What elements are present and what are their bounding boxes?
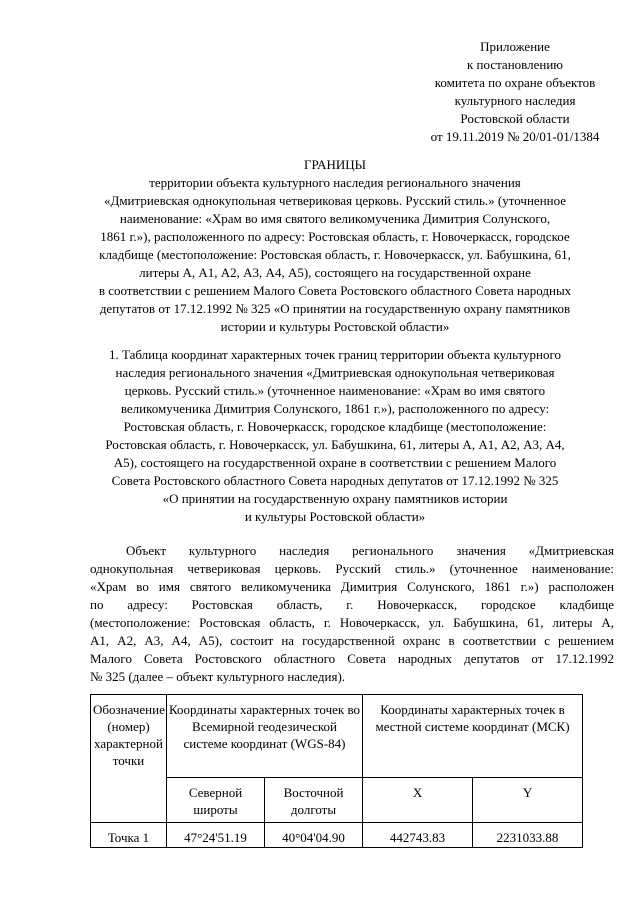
section-heading-line: Ростовская область, г. Новочеркасск, городское кладбище (местоположение: xyxy=(123,419,547,434)
appendix-line: к постановлению xyxy=(466,57,564,72)
section-heading-line: Совета Ростовского областного Совета народных депутатов от 17.12.1992 № 325 xyxy=(111,473,559,488)
paragraph-line: «Храм во имя святого великомученика Димитрия Солунского, 1861 г.») расположен xyxy=(90,579,614,594)
title-line: территории объекта культурного наследия регионального значения xyxy=(149,175,521,190)
appendix-line: Приложение xyxy=(480,39,550,54)
body-paragraph xyxy=(90,542,614,686)
appendix-date-line: от 19.11.2019 № 20/01-01/1384 xyxy=(430,129,600,144)
y-header: Y xyxy=(473,778,583,823)
section-heading-line: А5), состоящего на государственной охране в соответствии с решением Малого xyxy=(113,455,557,470)
title-line: «Дмитриевская однокупольная четвериковая церковь. Русский стиль.» (уточненное xyxy=(103,193,567,208)
north-cell: 47°24'51.19 xyxy=(167,823,265,848)
north-latitude-header: Северной широты xyxy=(167,778,265,823)
title-line: в соответствии с решением Малого Совета Ростовского областного Совета народных xyxy=(98,283,572,298)
coordinates-table xyxy=(90,694,583,848)
paragraph-line: (местоположение: Ростовская область, г. Новочеркасск, ул. Бабушкина, 61, литеры А, xyxy=(90,615,614,630)
section-heading-line: церковь. Русский стиль.» (уточненное наименование: «Храм во имя святого xyxy=(124,383,546,398)
section-heading-line: «О принятии на государственную охрану памятников истории xyxy=(162,491,508,506)
paragraph-line: Малого Совета Ростовского областного Совета народных депутатов от 17.12.1992 xyxy=(90,651,614,666)
title-line: кладбище (местоположение: Ростовская область, г. Новочеркасск, ул. Бабушкина, 61, xyxy=(99,247,571,262)
appendix-line: Ростовской области xyxy=(460,111,570,126)
document-title-block xyxy=(55,156,615,336)
point-column-header: Обозначение (номер) характерной точки xyxy=(91,695,167,823)
table-row xyxy=(91,823,583,848)
title-line: депутатов от 17.12.1992 № 325 «О принятии на государственную охрану памятников xyxy=(99,301,571,316)
document-title: ГРАНИЦЫ xyxy=(304,157,366,172)
east-cell: 40°04'04.90 xyxy=(265,823,363,848)
x-header: X xyxy=(363,778,473,823)
east-longitude-header: Восточной долготы xyxy=(265,778,363,823)
appendix-line: комитета по охране объектов xyxy=(434,75,596,90)
section-heading-line: 1. Таблица координат характерных точек границ территории объекта культурного xyxy=(109,347,561,362)
paragraph-line: А1, А2, А3, А4, А5), состоит на государственной охранс в соответствии с решением xyxy=(90,633,614,648)
x-cell: 442743.83 xyxy=(363,823,473,848)
msk-column-header: Координаты характерных точек в местной системе координат (МСК) xyxy=(363,695,583,778)
appendix-block xyxy=(390,38,640,146)
section-heading-line: наследия регионального значения «Дмитриевская однокупольная четвериковая xyxy=(115,365,555,380)
y-cell: 2231033.88 xyxy=(473,823,583,848)
appendix-line: культурного наследия xyxy=(454,93,576,108)
title-line: наименование: «Храм во имя святого великомученика Димитрия Солунского, xyxy=(119,211,551,226)
paragraph-line: однокупольная четвериковая церковь. Русский стиль.» (уточненное наименование: xyxy=(90,561,614,576)
title-line: 1861 г.»), расположенного по адресу: Ростовская область, г. Новочеркасск, городское xyxy=(100,229,570,244)
point-cell: Точка 1 xyxy=(91,823,167,848)
section-heading-line: и культуры Ростовской области» xyxy=(244,509,426,524)
title-line: истории и культуры Ростовской области» xyxy=(220,319,450,334)
paragraph-line: Объект культурного наследия регионального значения «Дмитриевская xyxy=(126,543,614,558)
section-heading-line: Ростовская область, г. Новочеркасск, ул. Бабушкина, 61, литеры А, А1, А2, А3, А4, xyxy=(105,437,565,452)
table-header-row xyxy=(91,695,583,778)
paragraph-line: по адресу: Ростовская область, г. Новочеркасск, городское кладбище xyxy=(90,597,614,612)
title-line: литеры А, А1, А2, А3, А4, А5), состоящего на государственной охране xyxy=(139,265,531,280)
section-heading-line: великомученика Димитрия Солунского, 1861 г.»), расположенного по адресу: xyxy=(120,401,550,416)
paragraph-line: № 325 (далее – объект культурного наследия). xyxy=(90,669,346,684)
section-heading-block xyxy=(55,346,615,526)
wgs-column-header: Координаты характерных точек во Всемирной геодезической системе координат (WGS-84) xyxy=(167,695,363,778)
